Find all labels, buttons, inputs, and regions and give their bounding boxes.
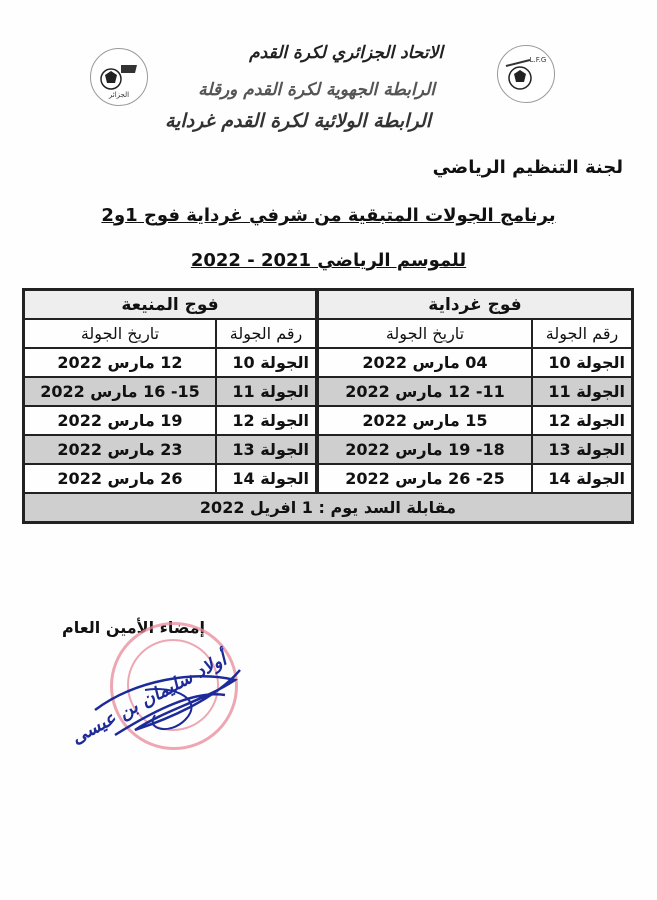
date-cell: 11- 12 مارس 2022 (317, 377, 532, 406)
date-cell: 19 مارس 2022 (24, 406, 217, 435)
faf-logo (90, 48, 148, 106)
round-cell: الجولة 13 (532, 435, 633, 464)
schedule-table (22, 288, 634, 524)
group-menia: فوج المنيعة (24, 290, 318, 320)
table-row (24, 348, 633, 377)
group-header-row (24, 290, 633, 320)
document-title: برنامج الجولات المتبقية من شرفي غرداية فوج 1و2 (101, 205, 556, 226)
table-row (24, 464, 633, 493)
signature-label: إمضاء الأمين العام (62, 618, 205, 637)
playoff-row (24, 493, 633, 523)
col-date-right: تاريخ الجولة (317, 319, 532, 348)
playoff-date: مقابلة السد يوم : 1 افريل 2022 (24, 493, 633, 523)
col-round-right: رقم الجولة (532, 319, 633, 348)
round-cell: الجولة 14 (216, 464, 317, 493)
header-wilaya-league: الرابطة الولائية لكرة القدم غرداية (164, 110, 431, 132)
round-cell: الجولة 11 (216, 377, 317, 406)
date-cell: 26 مارس 2022 (24, 464, 217, 493)
round-cell: الجولة 14 (532, 464, 633, 493)
round-cell: الجولة 10 (532, 348, 633, 377)
table-row (24, 406, 633, 435)
date-cell: 18- 19 مارس 2022 (317, 435, 532, 464)
lfg-logo (497, 45, 555, 103)
signature-name: أولاد سليمان بن عيسى (68, 649, 231, 749)
date-cell: 15 مارس 2022 (317, 406, 532, 435)
col-date-left: تاريخ الجولة (24, 319, 217, 348)
group-ghardaia: فوج غرداية (317, 290, 633, 320)
round-cell: الجولة 12 (532, 406, 633, 435)
logo-right-text: L.F.G (529, 56, 547, 64)
date-cell: 23 مارس 2022 (24, 435, 217, 464)
round-cell: الجولة 13 (216, 435, 317, 464)
col-round-left: رقم الجولة (216, 319, 317, 348)
round-cell: الجولة 11 (532, 377, 633, 406)
logo-left-text: الجزائر (108, 91, 130, 99)
date-cell: 15- 16 مارس 2022 (24, 377, 217, 406)
date-cell: 25- 26 مارس 2022 (317, 464, 532, 493)
round-cell: الجولة 12 (216, 406, 317, 435)
committee-name: لجنة التنظيم الرياضي (432, 157, 623, 178)
round-cell: الجولة 10 (216, 348, 317, 377)
header-federation: الاتحاد الجزائري لكرة القدم (249, 43, 443, 63)
season-title: للموسم الرياضي 2021 - 2022 (190, 250, 467, 271)
date-cell: 04 مارس 2022 (317, 348, 532, 377)
header-regional-league: الرابطة الجهوية لكرة القدم ورقلة (198, 80, 435, 100)
date-cell: 12 مارس 2022 (24, 348, 217, 377)
table-row (24, 377, 633, 406)
table-row (24, 435, 633, 464)
column-header-row (24, 319, 633, 348)
